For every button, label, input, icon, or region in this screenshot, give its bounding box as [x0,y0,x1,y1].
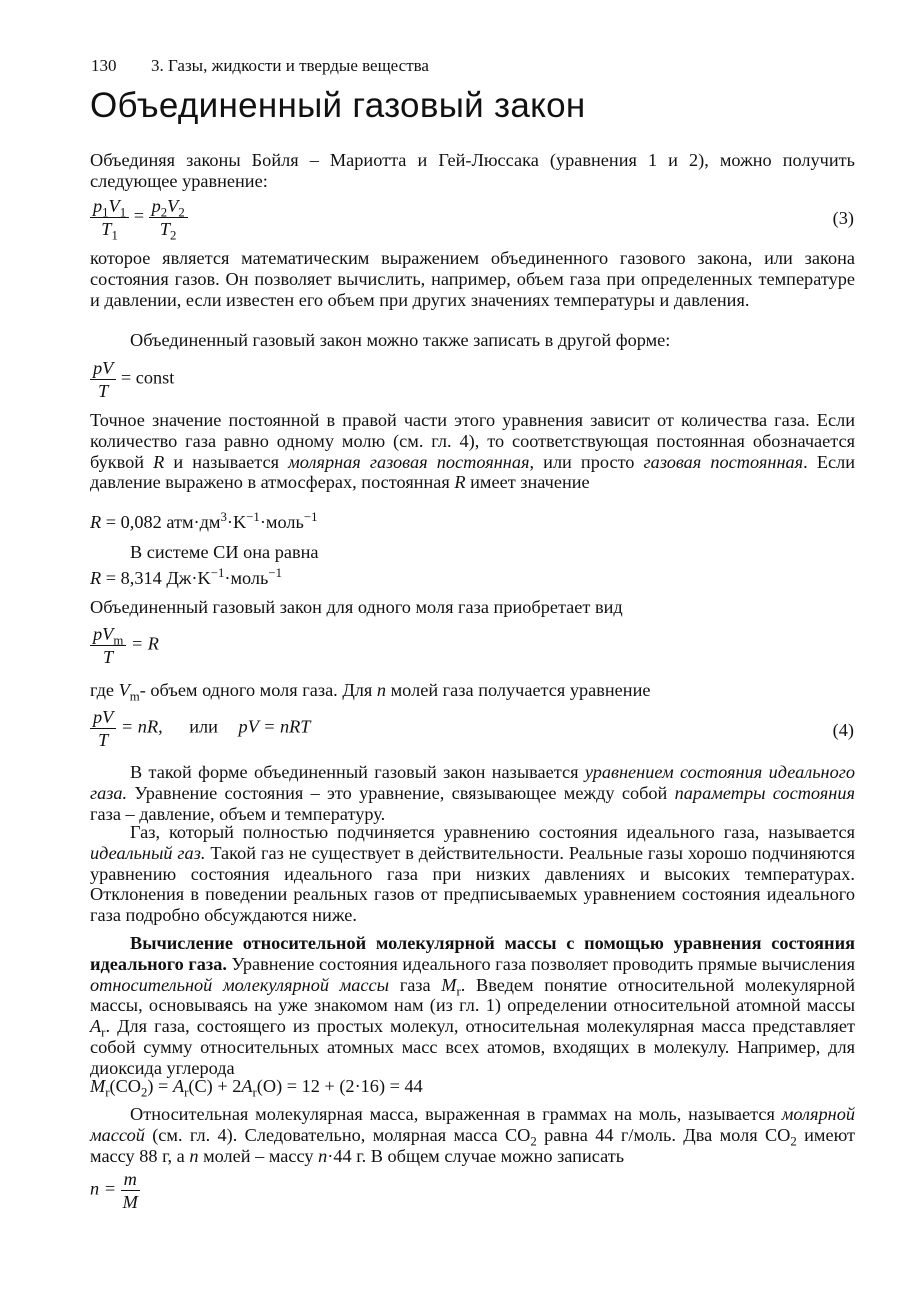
paragraph-another-form: Объединенный газовый закон можно также записать в другой форме: [130,330,671,350]
paragraph-law-description: которое является математическим выражением объединенного газового закона, или закона состояния газов. Он позволяет вычислить, например, объем газа при определенных температуре и давлении, если известен его объем при других значениях температуры и давления. [90,248,855,310]
page-number: 130 [91,56,117,75]
equation-4: $\frac{pV}{T}$ = nR, или pV = nRT [90,706,310,751]
fraction-right: $\frac{p_2V_2}{T_2}$ [149,195,188,240]
paragraph-intro: Объединяя законы Бойля – Мариотта и Гей-Люссака (уравнения 1 и 2), можно получить следующее уравнение: [90,150,855,191]
running-header [91,56,429,77]
paragraph-gas-constant: Точное значение постоянной в правой части этого уравнения зависит от количества газа. Если количество газа равно одному молю (см. гл. 4), то соответствующая постоянная обозначается буквой R и называется молярная газовая постоянная, или просто газовая постоянная. Если давление выражено в атмосферах, постоянная R имеет значение [90,410,856,493]
paragraph-molecular-mass: Вычисление относительной молекулярной массы с помощью уравнения состояния идеального газа. Уравнение состояния идеального газа позволяет проводить прямые вычисления относительной молекулярной массы газа $M_r$. Введем понятие относительной молекулярной массы, основываясь на уже знакомом нам (из гл. 1) определении относительной атомной массы $A_r$. Для газа, состоящего из простых молекул, относительная молекулярная масса представляет собой сумму относительных атомных масс всех атомов, входящих в молекулу. Например, для диоксида углерода [90,933,856,1078]
fraction-left: $\frac{p_1V_1}{T_1}$ [90,195,129,240]
equation-n-m-M: n = $\frac{m}{M}$ [90,1169,138,1212]
equation-number-4: (4) [832,720,854,740]
equation-R-si: R = 8,314 $Дж\cdot K^{-1}\cdot моль^{-1}$ [90,565,283,588]
equation-R-atm: R = 0,082 $атм\cdot дм^3\cdot K^{-1}\cdot моль^{-1}$ [90,509,318,532]
equation-number-3: (3) [832,208,854,228]
paragraph-molar-mass: Относительная молекулярная масса, выраженная в граммах на моль, называется молярной массой (см. гл. 4). Следовательно, молярная масса $CO_2$ равна 44 г/моль. Два моля $CO_2$ имеют массу 88 г, а n молей – массу n·44 г. В общем случае можно записать [90,1104,855,1166]
paragraph-si: В системе СИ она равна [130,542,319,562]
equation-molar: $\frac{pV_m}{T}$ = R [90,623,159,668]
chapter-title: 3. Газы, жидкости и твердые вещества [151,56,429,75]
equation-const: $\frac{pV}{T}$ = const [90,357,174,402]
section-title: Объединенный газовый закон [90,86,586,125]
paragraph-ideal-gas: Газ, который полностью подчиняется уравнению состояния идеального газа, называется идеальный газ. Такой газ не существует в действительности. Реальные газы хорошо подчиняются уравнению состояния идеального газа при низких давлениях и высоких температурах. Отклонения в поведении реальных газов от предписываемых уравнением состояния идеального газа подробно обсуждаются ниже. [90,822,855,926]
paragraph-ideal-gas-equation: В такой форме объединенный газовый закон называется уравнением состояния идеального газа. Уравнение состояния – это уравнение, связывающее между собой параметры состояния газа – давление, объем и температуру. [90,762,855,824]
equation-3: $\frac{p_1V_1}{T_1}$ = $\frac{p_2V_2}{T_2}$ [90,195,188,240]
paragraph-where: где $V_m-$ объем одного моля газа. Для n молей газа получается уравнение [90,680,651,704]
equation-co2: $M_r(CO_2) = A_r(C) + 2A_r(O) = 12 + (2\cdot 16) = 44$ [90,1076,423,1100]
paragraph-one-mole: Объединенный газовый закон для одного моля газа приобретает вид [90,597,623,617]
